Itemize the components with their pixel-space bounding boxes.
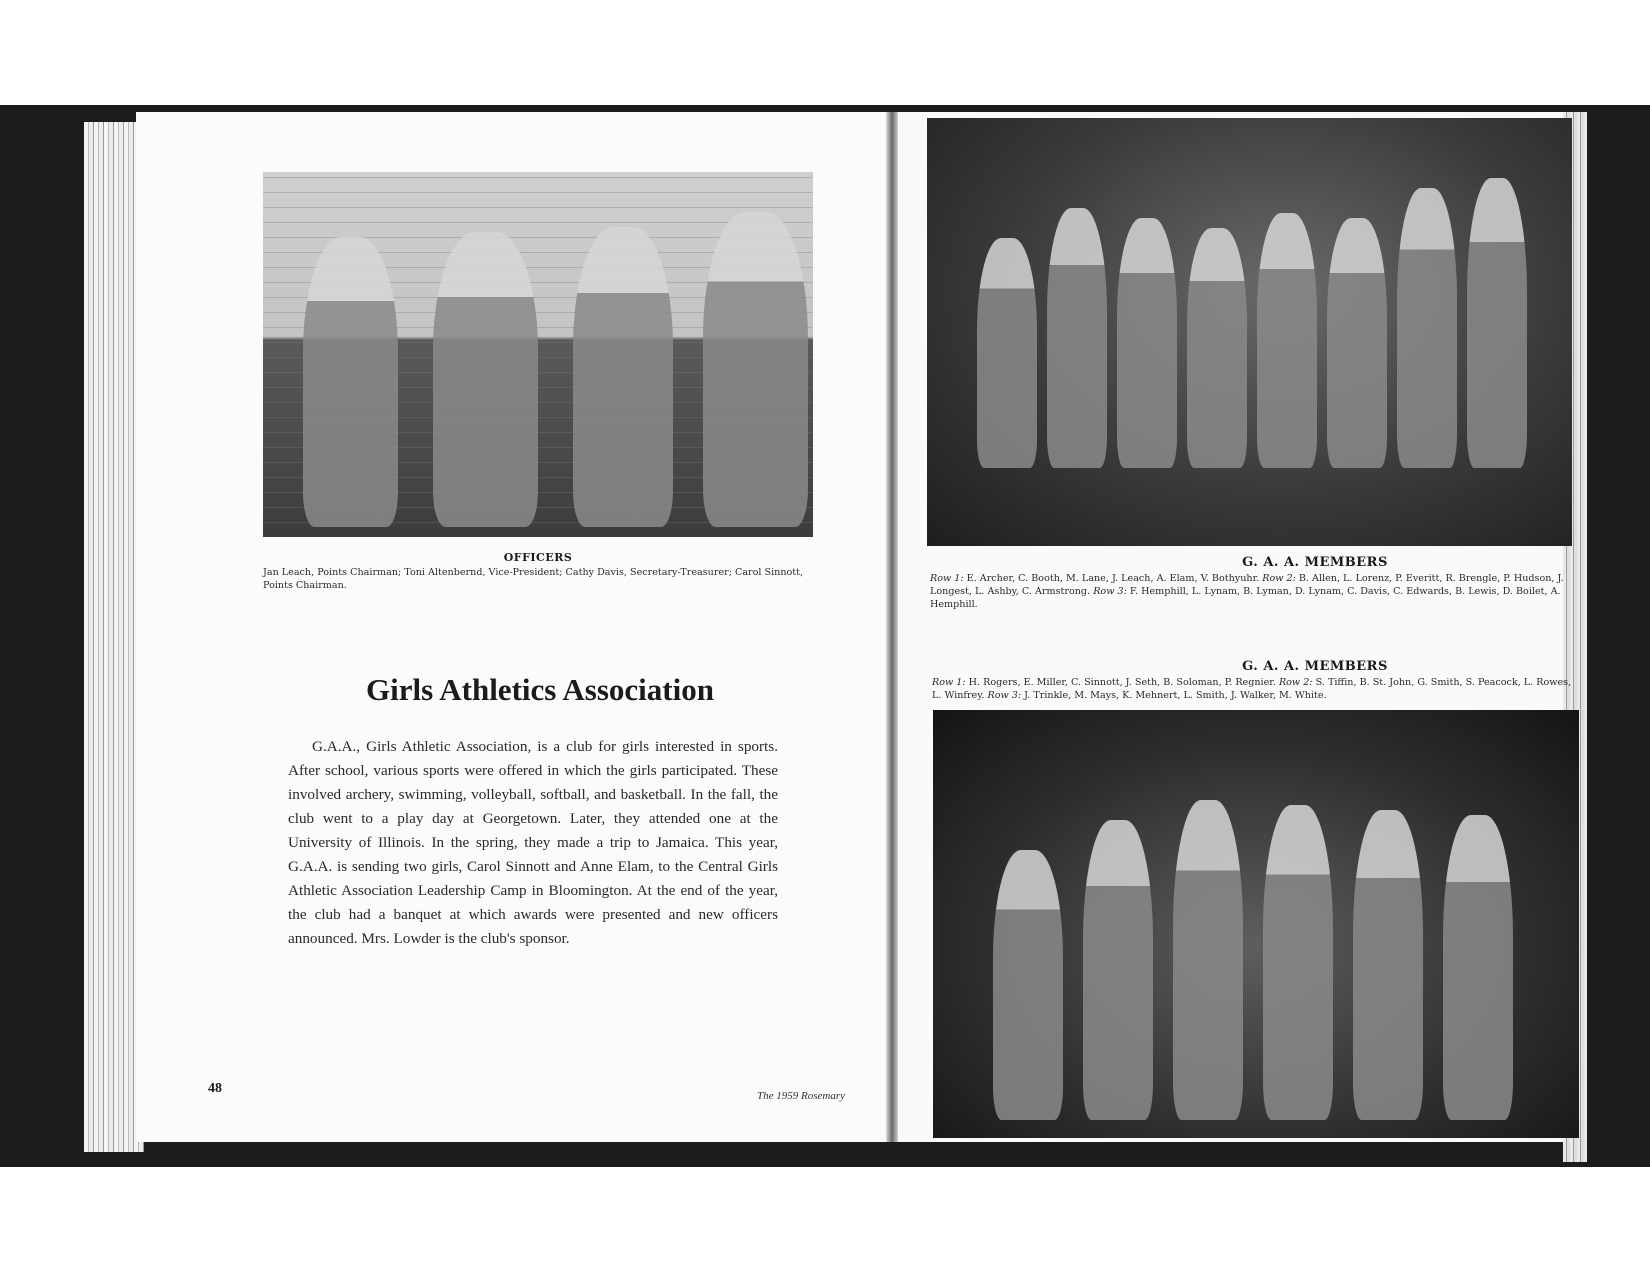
page-title: Girls Athletics Association — [366, 672, 714, 707]
photo-figure — [1257, 213, 1317, 468]
photo-figure — [1327, 218, 1387, 468]
row-label: Row 2: — [1278, 677, 1313, 688]
officers-photo — [263, 172, 813, 537]
photo-figure — [433, 232, 538, 527]
photo-figure — [993, 850, 1063, 1120]
row-names: B. Allen, L. Lorenz, P. Everitt, R. Brengle, P. Hudson, J. Longest, L. Ashby, C. Armstrong. — [930, 573, 1564, 597]
page-edges-left — [84, 122, 144, 1152]
members-caption-2-text — [932, 676, 1574, 702]
row-label: Row 3: — [1093, 586, 1127, 597]
members-caption-1-title: G. A. A. MEMBERS — [1242, 555, 1388, 570]
photo-figure — [1397, 188, 1457, 468]
photo-figure — [1083, 820, 1153, 1120]
book-gutter — [886, 112, 898, 1142]
page-number: 48 — [208, 1081, 222, 1096]
photo-figure — [303, 237, 398, 527]
row-label: Row 1: — [932, 677, 966, 688]
members-caption-2-title: G. A. A. MEMBERS — [1242, 659, 1388, 674]
row-names: F. Hemphill, L. Lynam, B. Lyman, D. Lynam, C. Davis, C. Edwards, B. Lewis, D. Boilet, A. Hemphill. — [930, 586, 1561, 610]
photo-figure — [1353, 810, 1423, 1120]
article-body: G.A.A., Girls Athletic Association, is a club for girls interested in sports. After school, various sports were offered in which the girls participated. These involved archery, swimming, volleyball, softball, and basketball. In the fall, the club went to a play day at Georgetown. Later, they attended one at the University of Illinois. In the spring, they made a trip to Jamaica. This year, G.A.A. is sending two girls, Carol Sinnott and Anne Elam, to the Central Girls Athletic Association Leadership Camp in Bloomington. At the end of the year, the club had a banquet at which awards were presented and new officers announced. Mrs. Lowder is the club's sponsor. — [288, 738, 778, 947]
photo-figure — [1117, 218, 1177, 468]
running-footer: The 1959 Rosemary — [757, 1090, 845, 1102]
photo-figure — [1187, 228, 1247, 468]
photo-figure — [977, 238, 1037, 468]
photo-figure — [1467, 178, 1527, 468]
photo-figure — [1173, 800, 1243, 1120]
row-names: J. Trinkle, M. Mays, K. Mehnert, L. Smith, J. Walker, M. White. — [1024, 690, 1327, 701]
row-label: Row 1: — [930, 573, 964, 584]
row-names: H. Rogers, E. Miller, C. Sinnott, J. Seth, B. Soloman, P. Regnier. — [968, 677, 1276, 688]
photo-figure — [1443, 815, 1513, 1120]
members-photo-2 — [933, 710, 1579, 1138]
photo-figure — [703, 212, 808, 527]
members-caption-1-text — [930, 572, 1570, 611]
photo-figure — [573, 227, 673, 527]
row-names: E. Archer, C. Booth, M. Lane, J. Leach, A. Elam, V. Bothyuhr. — [966, 573, 1260, 584]
row-label: Row 2: — [1262, 573, 1296, 584]
officers-caption-title: OFFICERS — [503, 551, 573, 564]
members-photo-1 — [927, 118, 1572, 546]
photo-figure — [1263, 805, 1333, 1120]
row-label: Row 3: — [987, 690, 1022, 701]
row-names: S. Tiffin, B. St. John, G. Smith, S. Peacock, L. Rowes, L. Winfrey. — [932, 677, 1572, 701]
officers-caption-text: Jan Leach, Points Chairman; Toni Altenbernd, Vice-President; Cathy Davis, Secretary-Treasurer; Carol Sinnott, Points Chairman. — [263, 567, 804, 591]
photo-figure — [1047, 208, 1107, 468]
